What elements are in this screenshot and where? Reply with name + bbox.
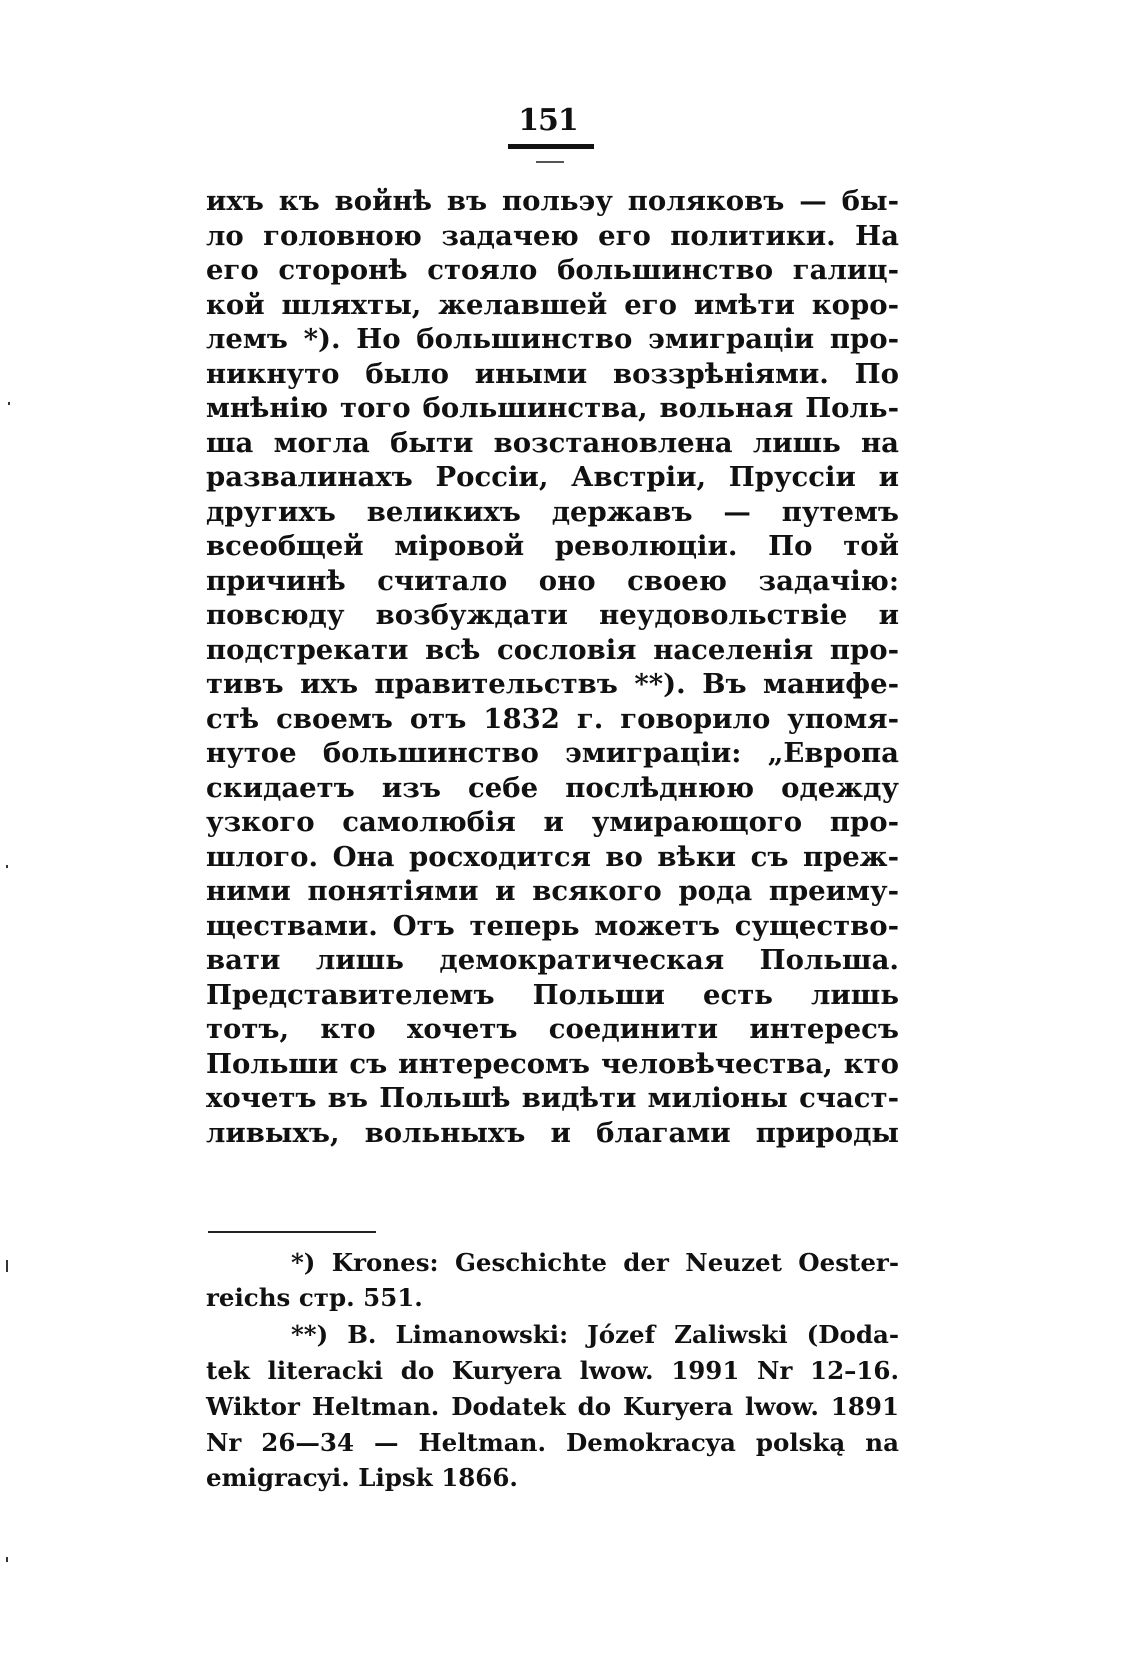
- body-line: подстрекати всѣ сословія населенія про-: [206, 633, 899, 666]
- body-line: узкого самолюбія и умирающого про-: [206, 806, 899, 838]
- body-line: нутое большинство эмиграціи: „Европа: [206, 737, 899, 769]
- body-line: лемъ *). Но большинство эмиграціи про-: [206, 323, 899, 355]
- body-line: хочетъ въ Польшѣ видѣти миліоны счаст-: [206, 1082, 899, 1114]
- body-line: тивъ ихъ правительствъ **). Въ манифе-: [206, 668, 899, 700]
- footnote-2-line-4: Nr 26—34 — Heltman. Demokracya polską na: [206, 1428, 899, 1457]
- body-line: Польши съ интересомъ человѣчества, кто: [206, 1047, 899, 1080]
- page-number-rule: [508, 144, 594, 149]
- page-number: 151: [518, 103, 578, 138]
- body-line: тотъ, кто хочетъ соединити интересъ: [206, 1013, 899, 1045]
- footnote-1-line-2: reichs стр. 551.: [206, 1283, 423, 1312]
- body-line: ша могла быти возстановлена лишь на: [206, 426, 899, 459]
- body-line: ними понятіями и всякого рода преиму-: [206, 875, 899, 907]
- footnote-1-line-1: *) Krones: Geschichte der Neuzet Oester-: [291, 1248, 899, 1277]
- body-line: ливыхъ, вольныхъ и благами природы: [206, 1116, 899, 1149]
- footnote-2-line-5: emigracyi. Lipsk 1866.: [206, 1463, 518, 1492]
- body-line: причинѣ считало оно своею задачію:: [206, 564, 899, 597]
- body-line: шлого. Она росходится во вѣки съ преж-: [206, 840, 899, 873]
- body-line: всеобщей міровой революціи. По той: [206, 530, 899, 562]
- scan-speck: [6, 1557, 8, 1562]
- body-line: никнуто было иными воззрѣніями. По: [206, 357, 899, 390]
- body-line: развалинахъ Россіи, Австріи, Пруссіи и: [206, 461, 899, 493]
- footnote-rule: [208, 1231, 376, 1233]
- body-line: стѣ своемъ отъ 1832 г. говорило упомя-: [206, 702, 899, 735]
- footnote-2-line-2: tek literacki do Kuryera lwow. 1991 Nr 12–16.: [206, 1356, 899, 1385]
- body-line: мнѣнію того большинства, вольная Поль-: [206, 392, 899, 424]
- body-line: скидаетъ изъ себе послѣднюю одежду: [206, 771, 899, 804]
- body-line: Представителемъ Польши есть лишь: [206, 978, 899, 1011]
- body-line: его сторонѣ стояло большинство галиц-: [206, 254, 899, 286]
- body-line: повсюду возбуждати неудовольствіе и: [206, 599, 899, 631]
- body-line: вати лишь демократическая Польша.: [206, 944, 899, 976]
- footnote-2-line-3: Wiktor Heltman. Dodatek do Kuryera lwow. 1891: [206, 1392, 899, 1421]
- scan-speck: [6, 1260, 8, 1272]
- body-line: кой шляхты, желавшей его имѣти коро-: [206, 288, 899, 321]
- page-number-dash: [536, 161, 564, 163]
- body-line: ихъ къ войнѣ въ польэу поляковъ — бы-: [206, 185, 899, 217]
- scan-speck: [6, 865, 8, 868]
- scan-speck: [8, 402, 10, 405]
- body-line: ществами. Отъ теперь можетъ существо-: [206, 909, 899, 942]
- body-line: другихъ великихъ державъ — путемъ: [206, 495, 899, 528]
- body-line: ло головною задачею его политики. На: [206, 219, 899, 252]
- footnote-2-line-1: **) B. Limanowski: Józef Zaliwski (Doda-: [291, 1320, 899, 1349]
